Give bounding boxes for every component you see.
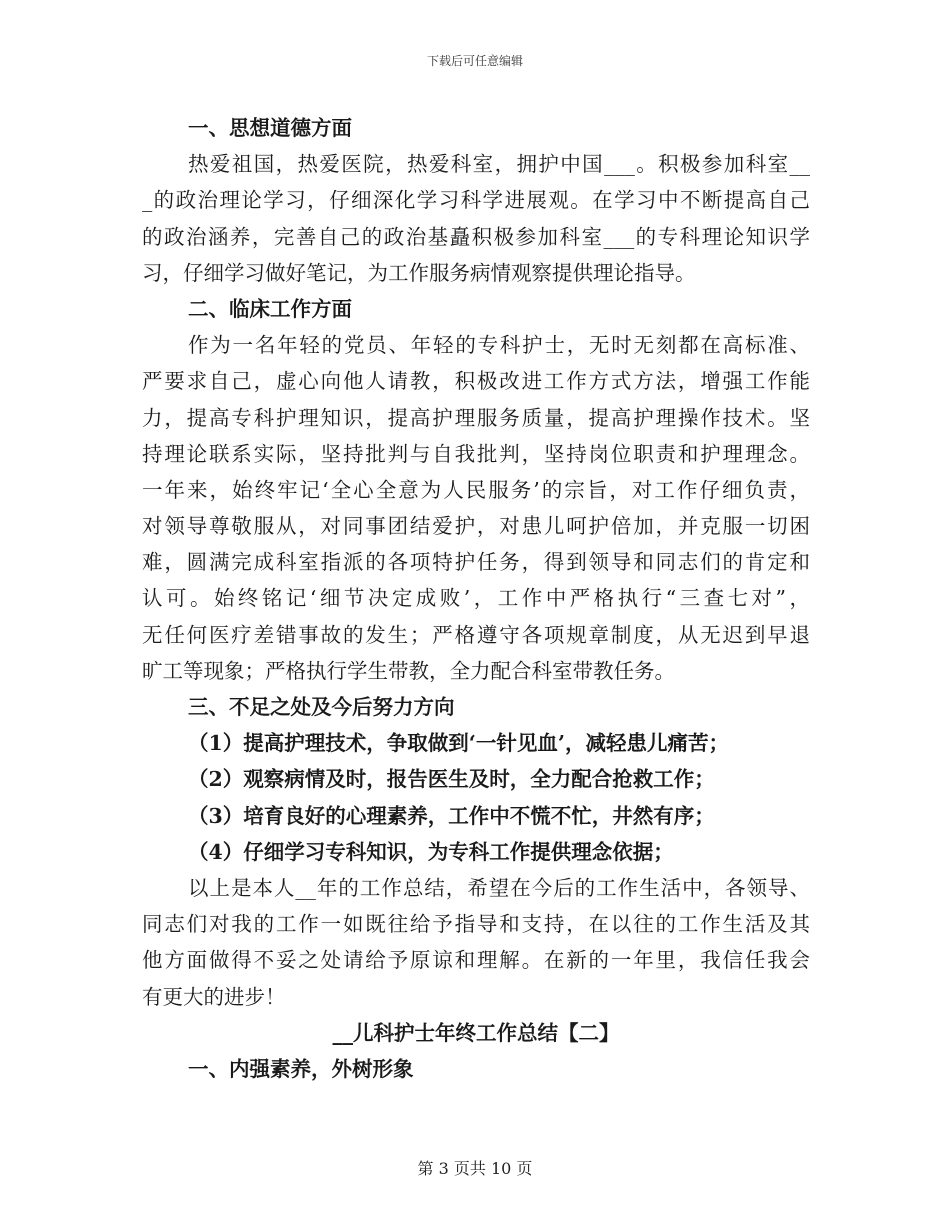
paragraph-line: 难，圆满完成科室指派的各项特护任务，得到领导和同志们的肯定和 [142,550,810,575]
paragraph-line: 认可。始终铭记‘细节决定成败’，工作中严格执行“三查七对”， [142,586,810,611]
paragraph-line: 以上是本人__年的工作总结，希望在今后的工作生活中，各领导、 [188,875,810,900]
paragraph-line: _的政治理论学习，仔细深化学习科学进展观。在学习中不断提高自己 [142,188,810,213]
paragraph-line: 有更大的进步！ [142,984,286,1009]
paragraph-line: 对领导尊敬服从，对同事团结爱护，对患儿呵护倍加，并克服一切困 [142,514,810,539]
section-heading: （1）提高护理技术，争取做到‘一针见血’，减轻患儿痛苦； [188,731,730,756]
paragraph-line: 同志们对我的工作一如既往给予指导和支持，在以往的工作生活及其 [142,912,810,937]
paragraph-line: 习，仔细学习做好笔记，为工作服务病情观察提供理论指导。 [142,260,696,285]
paragraph-line: 力，提高专科护理知识，提高护理服务质量，提高护理操作技术。坚 [142,405,810,430]
paragraph-line: 的政治涵养，完善自己的政治基矗积极参加科室___的专科理论知识学 [142,224,810,249]
section-heading: 三、不足之处及今后努力方向 [188,695,455,719]
paragraph-line: 他方面做得不妥之处请给予原谅和理解。在新的一年里，我信任我会 [142,948,810,973]
paragraph-line: 一年来，始终牢记‘全心全意为人民服务’的宗旨，对工作仔细负责， [142,477,810,502]
section-heading: （2）观察病情及时，报告医生及时，全力配合抢救工作； [188,767,715,792]
paragraph-line: 持理论联系实际，坚持批判与自我批判，坚持岗位职责和护理理念。 [142,441,810,466]
section-heading: 二、临床工作方面 [188,296,352,321]
paragraph-line: 无任何医疗差错事故的发生；严格遵守各项规章制度，从无迟到早退 [142,622,810,647]
paragraph-line: 旷工等现象；严格执行学生带教，全力配合科室带教任务。 [142,658,675,683]
section-heading: （4）仔细学习专科知识，为专科工作提供理念依据； [188,839,674,864]
paragraph-line: 作为一名年轻的党员、年轻的专科护士，无时无刻都在高标准、 [188,333,810,358]
page-footer: 第 3 页共 10 页 [417,1159,533,1178]
document-subtitle: __儿科护士年终工作总结【二】 [332,1020,620,1045]
page-header: 下载后可任意编辑 [426,54,523,68]
section-heading: 一、思想道德方面 [188,116,352,140]
section-heading: 一、内强素养，外树形象 [188,1056,414,1081]
document-body [142,110,810,1087]
paragraph-line: 严要求自己，虚心向他人请教，积极改进工作方式方法，增强工作能 [142,369,810,394]
paragraph-line: 热爱祖国，热爱医院，热爱科室，拥护中国___。积极参加科室__ [188,152,810,177]
section-heading: （3）培育良好的心理素养，工作中不慌不忙，井然有序； [188,803,715,828]
